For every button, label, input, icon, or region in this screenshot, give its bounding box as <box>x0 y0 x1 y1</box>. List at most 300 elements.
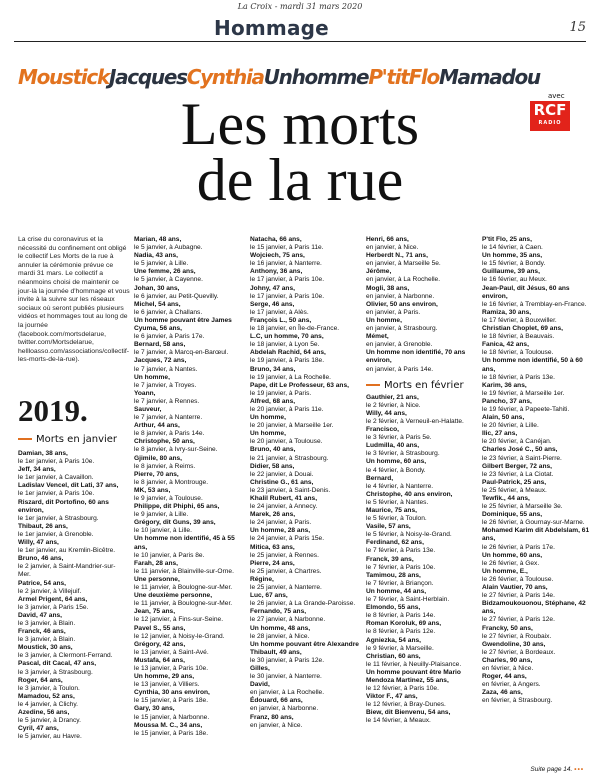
entry-date-place: le 8 janvier, à Ivry-sur-Seine. <box>134 446 218 454</box>
entry-date-place: le 5 janvier, à Aubagne. <box>134 244 203 252</box>
entry-name: Grégory, dit Guns, 39 ans, <box>134 519 216 527</box>
obituary-entry <box>366 620 476 636</box>
entry-date-place: le 12 février, à Paris 10e. <box>366 685 439 693</box>
obituary-entry <box>366 252 476 268</box>
obituary-entry <box>482 463 592 479</box>
entry-name: Pascal, dit Cacal, 47 ans, <box>18 660 97 668</box>
entry-name: Un homme pouvant être Mario Mendoza Martinez, 55 ans, <box>366 668 461 684</box>
obituary-entry <box>18 709 128 725</box>
entry-name: Yoann, <box>134 389 156 397</box>
entry-date-place: le 20 février, à Canéjan. <box>482 438 552 446</box>
entry-date-place: le 14 février, à Meaux. <box>366 717 431 725</box>
entry-date-place: le 3 janvier, à Toulon. <box>18 684 80 692</box>
entry-name: Une femme, 26 ans, <box>134 268 196 276</box>
entry-name: Un homme, <box>250 414 286 422</box>
entry-name: Un homme, <box>250 430 286 438</box>
obituary-entry <box>482 625 592 641</box>
entry-name: David, 47 ans, <box>18 611 62 619</box>
obituary-entry <box>250 333 360 349</box>
obituary-entry <box>134 422 244 438</box>
entry-name: Mamadou, 52 ans, <box>18 692 75 700</box>
obituary-entry <box>250 301 360 317</box>
obituary-entry <box>366 604 476 620</box>
obituary-column-3 <box>250 236 360 772</box>
entry-date-place: le 1er janvier, à Grenoble. <box>18 530 94 538</box>
entry-date-place: le 3 janvier, à Clermont-Ferrand. <box>18 652 113 660</box>
obituary-entry <box>482 341 592 357</box>
entry-date-place: le 30 janvier, à Paris 12e. <box>250 656 325 664</box>
entry-name: Franz, 80 ans, <box>250 713 294 721</box>
entry-date-place: le 24 janvier, à Annecy. <box>250 503 318 511</box>
entry-date-place: le 8 février, à Paris 14e. <box>366 612 436 620</box>
obituary-entry <box>250 511 360 527</box>
entry-name: Un homme, 28 ans, <box>250 527 311 535</box>
entry-name: Tamimou, 28 ans, <box>366 571 421 579</box>
obituary-entry <box>134 535 244 559</box>
entry-date-place: le 4 février, à Nanterre. <box>366 482 434 490</box>
entry-name: Mitica, 63 ans, <box>250 543 295 551</box>
obituary-entry <box>18 725 128 741</box>
entry-name: Fanica, 42 ans, <box>482 341 529 349</box>
obituary-entry <box>482 657 592 673</box>
entry-date-place: le 19 janvier, à Paris 18e. <box>250 357 325 365</box>
entry-name: Patrice, 54 ans, <box>18 579 67 587</box>
obituary-entry <box>134 285 244 301</box>
obituary-entry <box>18 555 128 579</box>
entry-name: Natacha, 66 ans, <box>250 236 302 243</box>
entry-date-place: en janvier, à Paris. <box>366 308 421 316</box>
obituary-entry <box>366 507 476 523</box>
entry-name: Maurice, 75 ans, <box>366 507 417 514</box>
entry-date-place: le 15 janvier, à Paris 18e. <box>134 697 209 705</box>
entry-date-place: le 7 février, à Paris 13e. <box>366 547 436 555</box>
obituary-entry <box>134 438 244 454</box>
banner-name: Mamadou <box>438 65 540 89</box>
obituary-entry <box>250 366 360 382</box>
entry-date-place: le 4 février, à Bondy. <box>366 466 426 474</box>
obituary-entry <box>250 608 360 624</box>
obituary-entry <box>18 693 128 709</box>
entry-name: Bruno, 46 ans, <box>18 555 64 563</box>
obituary-entry <box>18 612 128 628</box>
entry-name: Wojciech, 75 ans, <box>250 252 305 260</box>
entry-date-place: le 23 février, à Saint-Pierre. <box>482 454 562 462</box>
entry-date-place: le 19 février, à Marseille 1er. <box>482 389 565 397</box>
obituary-entry <box>482 309 592 325</box>
entry-date-place: le 25 janvier, à Nanterre. <box>250 584 322 592</box>
entry-date-place: le 7 février, à Saint-Herblain. <box>366 596 450 604</box>
obituary-entry <box>18 580 128 596</box>
obituary-entry <box>366 475 476 491</box>
entry-name: Jean-Paul, dit Jésus, 60 ans environ, <box>482 284 570 300</box>
entry-date-place: le 3 février, à Paris 5e. <box>366 434 432 442</box>
entry-date-place: le 2 février, à Verneuil-en-Halatte. <box>366 417 464 425</box>
entry-date-place: le 5 janvier, à Lille. <box>134 260 189 268</box>
entry-name: Willy, 47 ans, <box>18 539 59 547</box>
entry-date-place: le 7 janvier, à Rennes. <box>134 397 200 405</box>
entry-date-place: le 22 janvier, à Douai. <box>250 470 314 478</box>
entry-date-place: en janvier, à Strasbourg. <box>366 325 438 333</box>
entry-name: Francky, 50 ans, <box>482 624 533 632</box>
entry-date-place: le 18 février, à Beauvais. <box>482 333 555 341</box>
entry-name: Un homme pouvant être Alexandre Thibault, 49 ans, <box>250 640 359 656</box>
entry-date-place: le 16 février, au Meux. <box>482 276 547 284</box>
entry-date-place: le 24 janvier, à Paris 15e. <box>250 535 325 543</box>
obituary-entry <box>250 252 360 268</box>
entry-date-place: en février, à Strasbourg. <box>482 697 553 705</box>
entry-name: Francisco, <box>366 426 399 434</box>
obituary-entry <box>250 382 360 398</box>
obituary-column-2 <box>134 236 244 772</box>
entry-date-place: le 7 février, à Paris 10e. <box>366 563 436 571</box>
continuation-dots: ••• <box>574 766 584 773</box>
rcf-logo-main: RCF <box>533 101 567 119</box>
obituary-entry <box>18 523 128 539</box>
entry-name: Bernard, 58 ans, <box>134 341 186 349</box>
entry-date-place: le 9 janvier, à Lille. <box>134 511 189 519</box>
entry-name: Gauthier, 21 ans, <box>366 393 419 401</box>
entry-date-place: le 12 janvier, à Fins-sur-Seine. <box>134 616 224 624</box>
entry-name: Alain Vautier, 70 ans, <box>482 584 548 592</box>
entry-name: Ferdinand, 62 ans, <box>366 539 424 547</box>
entry-date-place: le 20 janvier, à Toulouse. <box>250 438 323 446</box>
entry-date-place: le 5 janvier, au Havre. <box>18 733 82 741</box>
obituary-entry <box>250 625 360 641</box>
obituary-entry <box>366 236 476 252</box>
obituary-entry <box>482 641 592 657</box>
entry-name: Un homme, 48 ans, <box>250 624 311 632</box>
entry-date-place: le 5 février, à Noisy-le-Grand. <box>366 531 452 539</box>
obituary-entry <box>18 499 128 523</box>
entry-date-place: le 2 janvier, à Villejuif. <box>18 587 82 595</box>
entry-date-place: le 11 janvier, à Blainville-sur-Orne. <box>134 567 234 575</box>
obituary-entry <box>134 236 244 252</box>
entry-name: Sauveur, <box>134 405 162 413</box>
entry-date-place: en janvier, à Narbonne. <box>250 705 319 713</box>
obituary-entry <box>134 301 244 317</box>
entry-name: Mustafa, 64 ans, <box>134 656 185 664</box>
entry-name: Un homme non identifié, 70 ans environ, <box>366 349 466 365</box>
obituary-entry <box>366 637 476 653</box>
entry-date-place: le 17 janvier, à Alès. <box>250 308 309 316</box>
obituary-entry <box>18 482 128 498</box>
obituary-entry <box>482 479 592 495</box>
entry-name: Un homme pouvant être James Cyuma, 56 ans, <box>134 316 232 333</box>
entry-name: Ludmilla, 40 ans, <box>366 442 420 450</box>
obituary-entry <box>134 357 244 373</box>
continuation-text: Suite page 14. <box>530 766 573 773</box>
entry-name: Un homme, E., <box>482 567 528 575</box>
entry-name: Charles José C., 50 ans, <box>482 446 558 454</box>
entry-date-place: le 14 février, à Caen. <box>482 244 543 252</box>
entry-date-place: le 27 février, à Paris 12e. <box>482 616 555 624</box>
entry-date-place: le 7 janvier, à Marcq-en-Barœul. <box>134 349 229 357</box>
banner-name: Jacques <box>108 65 187 89</box>
entry-name: Cyril, 47 ans, <box>18 725 59 733</box>
obituary-entry <box>250 527 360 543</box>
entry-name: Philippe, dit Phiphi, 65 ans, <box>134 503 220 511</box>
obituary-entry <box>134 252 244 268</box>
entry-date-place: le 27 février, à Bordeaux. <box>482 648 556 656</box>
obituary-entry <box>250 560 360 576</box>
obituary-entry <box>482 268 592 284</box>
heading-label: Morts en janvier <box>36 434 118 445</box>
obituary-entry <box>366 539 476 555</box>
entry-name: Édouard, 66 ans, <box>250 697 303 705</box>
entry-name: Jérôme, <box>366 268 392 276</box>
entry-name: Guillaume, 39 ans, <box>482 268 540 276</box>
obituary-entry <box>250 544 360 560</box>
obituary-entry <box>250 236 360 252</box>
obituary-entry <box>482 430 592 446</box>
obituary-entry <box>482 357 592 381</box>
obituary-entry <box>134 673 244 689</box>
entry-date-place: le 18 février, à Toulouse. <box>482 349 554 357</box>
entry-name: Un homme non identifié, 45 à 55 ans, <box>134 535 235 551</box>
continuation-note <box>530 766 584 773</box>
obituary-entry <box>250 414 360 430</box>
entry-name: Gjimile, 80 ans, <box>134 454 183 462</box>
entry-date-place: le 13 janvier, à Paris 10e. <box>134 664 209 672</box>
obituary-entry <box>134 576 244 592</box>
entry-date-place: le 1er janvier, à Strasbourg. <box>18 514 99 522</box>
entry-date-place: le 4 janvier, à Clichy. <box>18 700 78 708</box>
heading-label: Morts en février <box>384 379 464 391</box>
obituary-entry <box>250 592 360 608</box>
entry-date-place: le 26 février, à Paris 17e. <box>482 543 555 551</box>
heading-dash <box>366 384 380 386</box>
entry-name: Moustick, 30 ans, <box>18 644 73 652</box>
obituary-entry <box>134 519 244 535</box>
entry-date-place: le 23 janvier, à Saint-Denis. <box>250 486 331 494</box>
entry-name: Marian, 48 ans, <box>134 236 182 243</box>
entry-date-place: le 15 février, à Bondy. <box>482 260 546 268</box>
rcf-logo-sub: RADIO <box>538 120 562 126</box>
page-header <box>0 0 600 40</box>
obituary-entry <box>250 697 360 713</box>
entry-date-place: en janvier, à Narbonne. <box>366 292 435 300</box>
obituary-entry <box>18 466 128 482</box>
obituary-entry <box>366 693 476 709</box>
obituary-entry <box>134 689 244 705</box>
entry-name: Zaza, 46 ans, <box>482 689 523 697</box>
column-4-fevrier <box>366 394 476 726</box>
entry-name: Dominique, 55 ans, <box>482 511 543 519</box>
obituary-entry <box>18 596 128 612</box>
entry-name: Biew, dit Bienvenu, 54 ans, <box>366 709 451 717</box>
entry-date-place: le 3 janvier, à Paris 15e. <box>18 603 89 611</box>
obituary-entry <box>250 398 360 414</box>
entry-name: Paul-Patrick, 25 ans, <box>482 478 547 486</box>
obituary-entry <box>250 317 360 333</box>
entry-date-place: le 8 février, à Paris 12e. <box>366 628 436 636</box>
entry-name: Michel, 54 ans, <box>134 300 181 308</box>
entry-name: P'tit Flo, 25 ans, <box>482 236 532 243</box>
entry-date-place: le 3 février, à Strasbourg. <box>366 450 440 458</box>
entry-date-place: le 17 janvier, à Paris 10e. <box>250 276 325 284</box>
obituary-entry <box>482 689 592 705</box>
obituary-entry <box>482 584 592 600</box>
entry-date-place: le 19 janvier, à Paris. <box>250 389 312 397</box>
entry-name: Bruno, 34 ans, <box>250 365 296 373</box>
entry-date-place: le 26 février, à Toulouse. <box>482 575 554 583</box>
obituary-entry <box>18 644 128 660</box>
entry-name: Gilles, <box>250 664 270 672</box>
obituary-entry <box>366 268 476 284</box>
names-banner <box>18 64 588 90</box>
obituary-entry <box>250 714 360 730</box>
obituary-entry <box>250 495 360 511</box>
obituary-entry <box>482 511 592 527</box>
entry-name: Willy, 44 ans, <box>366 409 407 417</box>
obituary-entry <box>134 268 244 284</box>
entry-date-place: le 27 février, à Paris 14e. <box>482 592 555 600</box>
entry-date-place: le 8 janvier, à Paris 14e. <box>134 430 205 438</box>
entry-name: Roger, 64 ans, <box>18 676 63 684</box>
obituary-entry <box>366 301 476 317</box>
entry-date-place: en janvier, à Nice. <box>250 721 303 729</box>
entry-date-place: le 25 février, à Marseille 3e. <box>482 503 563 511</box>
entry-name: Gilbert Berger, 72 ans, <box>482 462 552 470</box>
obituary-entry <box>134 560 244 576</box>
entry-name: Ilic, 27 ans, <box>482 430 518 438</box>
entry-name: Nadia, 43 ans, <box>134 252 178 260</box>
entry-name: Un homme, 60 ans, <box>482 551 543 559</box>
entry-date-place: le 11 janvier, à Boulogne-sur-Mer. <box>134 584 233 592</box>
entry-date-place: le 19 janvier, à La Rochelle. <box>250 373 332 381</box>
entry-name: Arthur, 44 ans, <box>134 422 180 430</box>
entry-name: Un homme, 44 ans, <box>366 587 427 595</box>
entry-name: Ramiza, 30 ans, <box>482 308 532 316</box>
obituary-entry <box>482 552 592 568</box>
entry-name: Christine G., 61 ans, <box>250 478 314 486</box>
entry-name: Thibaut, 26 ans, <box>18 522 68 530</box>
entry-name: Pierre, 70 ans, <box>134 470 179 478</box>
obituary-entry <box>366 333 476 349</box>
entry-name: Olivier, 50 ans environ, <box>366 300 438 308</box>
obituary-entry <box>134 722 244 738</box>
obituary-entry <box>134 657 244 673</box>
obituary-entry <box>18 660 128 676</box>
obituary-entry <box>134 317 244 341</box>
entry-date-place: le 13 janvier, à Villiers. <box>134 681 200 689</box>
entry-date-place: le 5 janvier, à Cayenne. <box>134 276 203 284</box>
obituary-entry <box>250 479 360 495</box>
entry-name: Viktor F., 47 ans, <box>366 693 418 701</box>
entry-date-place: le 20 février, à Lille. <box>482 422 539 430</box>
entry-name: Un homme, <box>134 373 170 381</box>
entry-date-place: le 9 janvier, à Toulouse. <box>134 495 203 502</box>
obituary-entry <box>134 455 244 471</box>
obituary-entry <box>482 673 592 689</box>
entry-name: Marek, 26 ans, <box>250 511 296 519</box>
entry-date-place: le 11 janvier, à Boulogne-sur-Mer. <box>134 600 233 608</box>
masthead: La Croix - mardi 31 mars 2020 <box>237 2 363 11</box>
entry-name: Gary, 30 ans, <box>134 705 175 713</box>
obituary-entry <box>366 556 476 572</box>
obituary-entry <box>18 539 128 555</box>
obituary-entry <box>134 406 244 422</box>
entry-date-place: le 1er janvier, à Paris 10e. <box>18 490 95 498</box>
entry-name: Luc, 67 ans, <box>250 592 288 600</box>
page-title <box>0 91 600 213</box>
partner-avec: avec <box>548 92 565 100</box>
obituary-entry <box>250 430 360 446</box>
entry-name: Tewfik., 44 ans, <box>482 495 530 502</box>
obituary-entry <box>366 285 476 301</box>
entry-name: Grégory, 42 ans, <box>134 640 186 648</box>
entry-name: Henri, 66 ans, <box>366 236 409 243</box>
entry-name: Abdelah Rachid, 64 ans, <box>250 349 326 357</box>
entry-date-place: le 24 janvier, à Paris. <box>250 519 312 527</box>
entry-name: Pape, dit Le Professeur, 63 ans, <box>250 381 349 389</box>
banner-name: Cynthia <box>186 65 264 89</box>
entry-date-place: le 21 janvier, à Strasbourg. <box>250 454 329 462</box>
title-line-1: Les morts <box>180 91 420 157</box>
entry-date-place: le 13 janvier, à Saint-Avé. <box>134 648 209 656</box>
obituary-entry <box>366 653 476 669</box>
entry-name: Didier, 58 ans, <box>250 462 295 470</box>
entry-date-place: le 3 janvier, à Strasbourg. <box>18 668 93 676</box>
entry-date-place: le 1er janvier, au Kremlin-Bicêtre. <box>18 547 116 555</box>
obituary-entry <box>366 410 476 426</box>
entry-date-place: le 17 janvier, à Paris 10e. <box>250 292 325 300</box>
entry-name: Alain, 50 ans, <box>482 414 525 422</box>
entry-date-place: le 16 janvier, à Nanterre. <box>250 260 322 268</box>
obituary-entry <box>134 705 244 721</box>
entry-date-place: le 25 février, à Meaux. <box>482 486 547 494</box>
entry-date-place: le 9 février, à Marseille. <box>366 644 434 652</box>
entry-date-place: le 6 janvier, à Challans. <box>134 308 203 316</box>
obituary-entry <box>482 252 592 268</box>
entry-name: Fernando, 75 ans, <box>250 608 307 616</box>
obituary-entry <box>366 491 476 507</box>
entry-date-place: en janvier, à Marseille 5e. <box>366 260 441 268</box>
obituary-entry <box>134 341 244 357</box>
entry-date-place: le 11 février, à Neuilly-Plaisance. <box>366 660 462 668</box>
entry-date-place: le 15 janvier, à Paris 18e. <box>134 729 209 737</box>
page-number: 15 <box>569 20 586 35</box>
entry-date-place: en février, à Nice. <box>482 664 534 672</box>
obituary-entry <box>482 495 592 511</box>
entry-date-place: le 27 février, à Roubaix. <box>482 632 552 640</box>
heading-dash <box>18 438 32 440</box>
entry-name: Elmondo, 55 ans, <box>366 604 421 612</box>
entry-name: Alfred, 68 ans, <box>250 397 296 405</box>
entry-name: Jacques, 72 ans, <box>134 357 187 365</box>
obituary-column-5 <box>482 236 592 772</box>
banner-name: Moustick <box>18 65 109 89</box>
entry-date-place: en janvier, à La Rochelle. <box>250 689 325 697</box>
obituary-entry <box>250 576 360 592</box>
entry-date-place: le 26 février, à Gournay-sur-Marne. <box>482 519 585 527</box>
obituary-column-4 <box>366 236 476 772</box>
entry-date-place: le 8 janvier, à Montrouge. <box>134 478 209 486</box>
entry-name: Une personne, <box>134 575 180 583</box>
section-title: Hommage <box>214 16 329 40</box>
obituary-entry <box>134 374 244 390</box>
obituary-entry <box>366 523 476 539</box>
entry-date-place: le 3 janvier, à Blain. <box>18 619 76 627</box>
entry-date-place: en janvier, à Grenoble. <box>366 341 433 349</box>
entry-date-place: le 15 janvier, à Narbonne. <box>134 713 210 721</box>
entry-name: Karim, 36 ans, <box>482 381 527 389</box>
entry-name: Mémet, <box>366 333 389 341</box>
obituary-entry <box>482 527 592 551</box>
entry-name: MK, 53 ans, <box>134 486 171 494</box>
obituary-entry <box>482 600 592 624</box>
entry-name: Christophe, 50 ans, <box>134 438 195 446</box>
